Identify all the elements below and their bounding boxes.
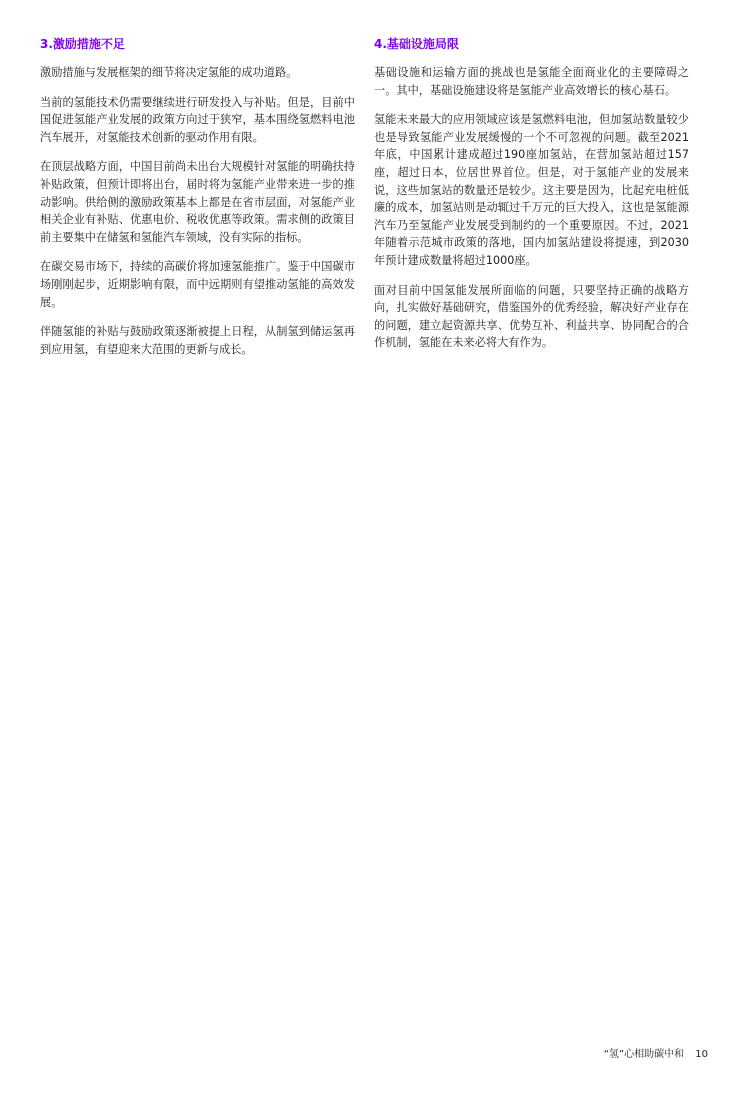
page-footer [604, 1047, 708, 1063]
left-column [40, 34, 355, 370]
paragraph: 在碳交易市场下，持续的高碳价将加速氢能推广。鉴于中国碳市场刚刚起步，近期影响有限，而中远期则有望推动氢能的高效发展。 [40, 260, 355, 309]
paragraph: 激励措施与发展框架的细节将决定氢能的成功道路。 [40, 66, 298, 79]
paragraph: 面对目前中国氢能发展所面临的问题，只要坚持正确的战略方向，扎实做好基础研究，借鉴国外的优秀经验，解决好产业存在的问题，建立起资源共享、优势互补、利益共享、协同配合的合作机制，氢能在未来必将大有作为。 [374, 283, 689, 350]
page-number: 10 [695, 1049, 708, 1060]
paragraph: 伴随氢能的补贴与鼓励政策逐渐被提上日程，从制氢到储运氢再到应用氢，有望迎来大范围的更新与成长。 [40, 325, 355, 356]
footer-title: “氢”心相助碳中和 [603, 1049, 685, 1060]
section-heading-infrastructure: 4.基础设施局限 [374, 37, 459, 51]
paragraph: 基础设施和运输方面的挑战也是氢能全面商业化的主要障碍之一。其中，基础设施建设将是氢能产业高效增长的核心基石。 [374, 66, 689, 97]
paragraph: 在顶层战略方面，中国目前尚未出台大规模针对氢能的明确扶持补贴政策，但预计即将出台，届时将为氢能产业带来进一步的推动影响。供给侧的激励政策基本上都是在省市层面，对氢能产业相关企业有补贴、优惠电价、税收优惠等政策。需求侧的政策目前主要集中在储氢和氢能汽车领域，没有实际的指标。 [40, 160, 355, 244]
right-column [374, 34, 689, 364]
paragraph: 氢能未来最大的应用领域应该是氢燃料电池，但加氢站数量较少也是导致氢能产业发展缓慢的一个不可忽视的问题。截至2021年底，中国累计建成超过190座加氢站，在营加氢站超过157座，超过日本，位居世界首位。但是，对于氢能产业的发展来说，这些加氢站的数量还是较少。这主要是因为，比起充电桩低廉的成本，加氢站则是动辄过千万元的巨大投入，这也是氢能源汽车乃至氢能产业发展受到制约的一个重要原因。不过，2021年随着示范城市政策的落地，国内加氢站建设将提速，到2030年预计建成数量将超过1000座。 [374, 113, 689, 267]
paragraph: 当前的氢能技术仍需要继续进行研发投入与补贴。但是，目前中国促进氢能产业发展的政策方向过于狭窄，基本围绕氢燃料电池汽车展开，对氢能技术创新的驱动作用有限。 [40, 95, 355, 144]
section-heading-incentives: 3.激励措施不足 [40, 37, 125, 51]
